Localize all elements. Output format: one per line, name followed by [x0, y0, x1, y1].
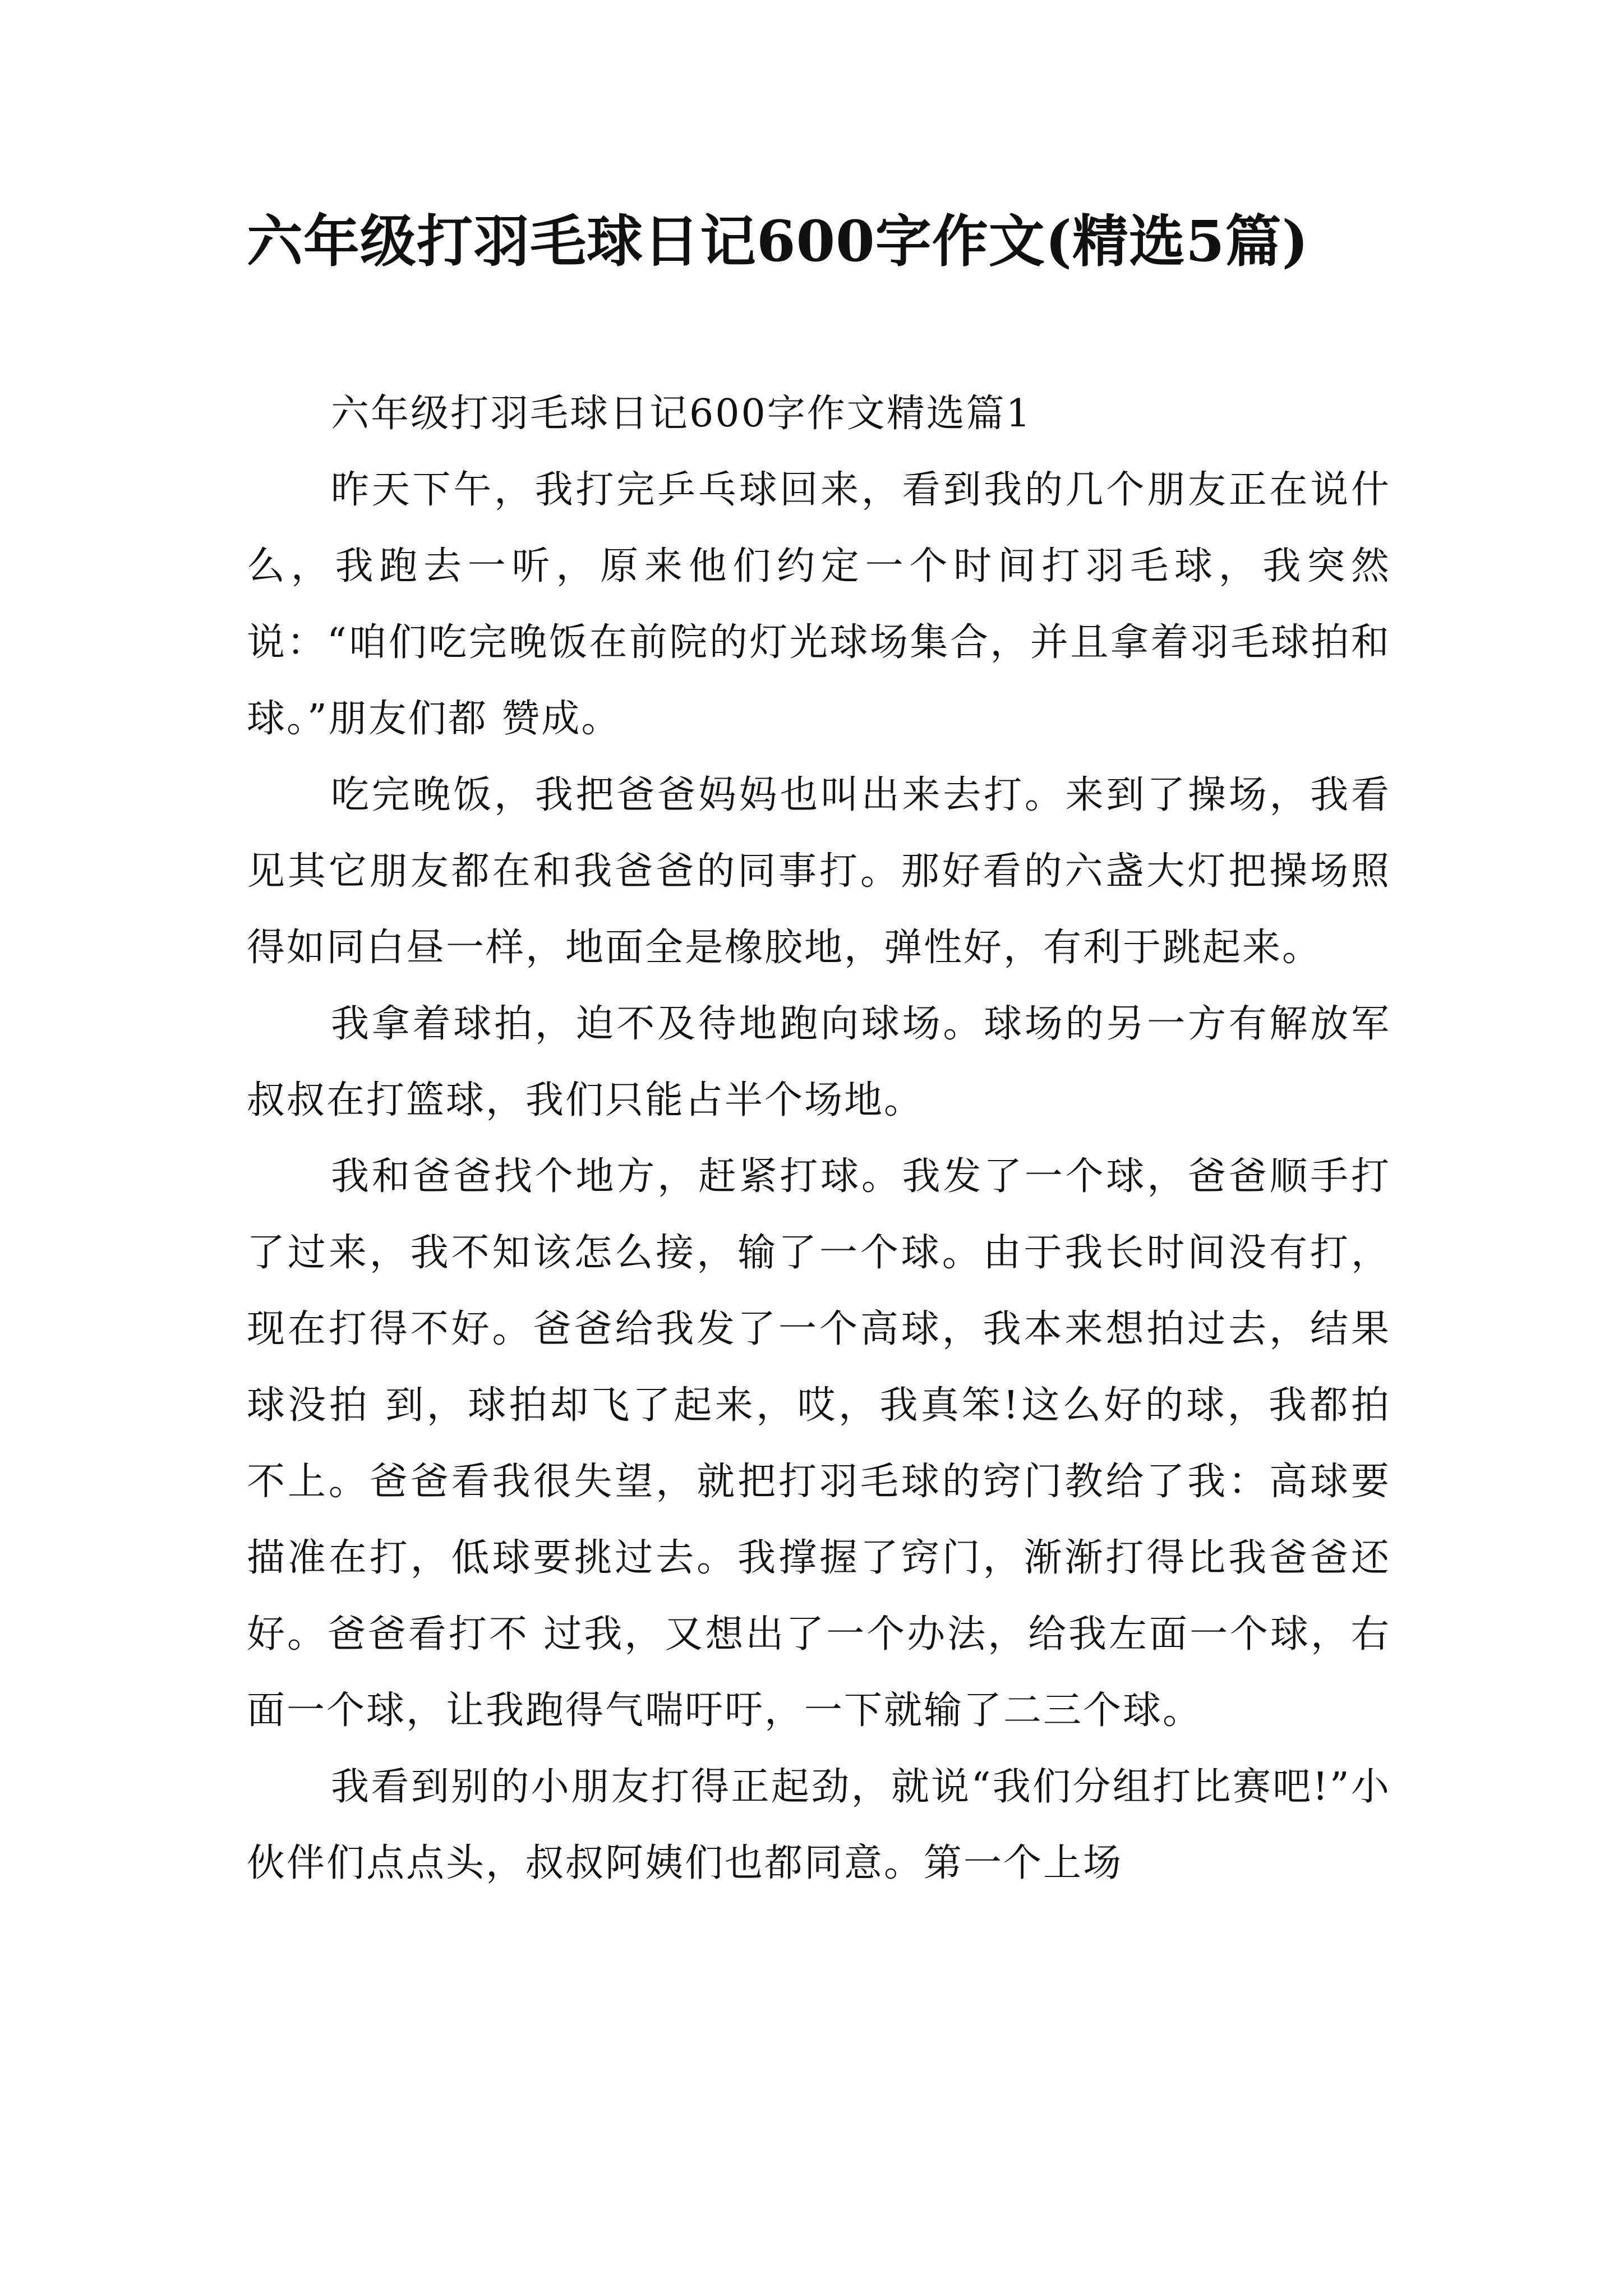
paragraph: 吃完晚饭，我把爸爸妈妈也叫出来去打。来到了操场，我看见其它朋友都在和我爸爸的同事打。那好看的六盏大灯把操场照得如同白昼一样，地面全是橡胶地，弹性好，有利于跳起来。 [247, 773, 1391, 970]
paragraph: 我拿着球拍，迫不及待地跑向球场。球场的另一方有解放军叔叔在打篮球，我们只能占半个场地。 [247, 1002, 1391, 1122]
document-title: 六年级打羽毛球日记600字作文(精选5篇) [247, 208, 1309, 274]
paragraph: 我和爸爸找个地方，赶紧打球。我发了一个球，爸爸顺手打了过来，我不知该怎么接，输了一个球。由于我长时间没有打，现在打得不好。爸爸给我发了一个高球，我本来想拍过去，结果球没拍 到，球拍却飞了起来，哎，我真笨!这么好的球，我都拍不上。爸爸看我很失望，就把打羽毛球的窍门教给了我：高球要描准在打，低球要挑过去。我撑握了窍门，渐渐打得比我爸爸还好。爸爸看打不 过我，又想出了一个办法，给我左面一个球，右面一个球，让我跑得气喘吁吁，一下就输了二三个球。 [247, 1154, 1391, 1733]
section-heading: 六年级打羽毛球日记600字作文精选篇1 [331, 392, 1032, 436]
paragraph: 我看到别的小朋友打得正起劲，就说“我们分组打比赛吧!”小伙伴们点点头，叔叔阿姨们也都同意。第一个上场 [247, 1765, 1391, 1885]
paragraph: 昨天下午，我打完乒乓球回来，看到我的几个朋友正在说什么，我跑去一听，原来他们约定一个时间打羽毛球，我突然说：“咱们吃完晚饭在前院的灯光球场集合，并且拿着羽毛球拍和球。”朋友们都 赞成。 [247, 468, 1391, 741]
document-body [247, 376, 1391, 1902]
